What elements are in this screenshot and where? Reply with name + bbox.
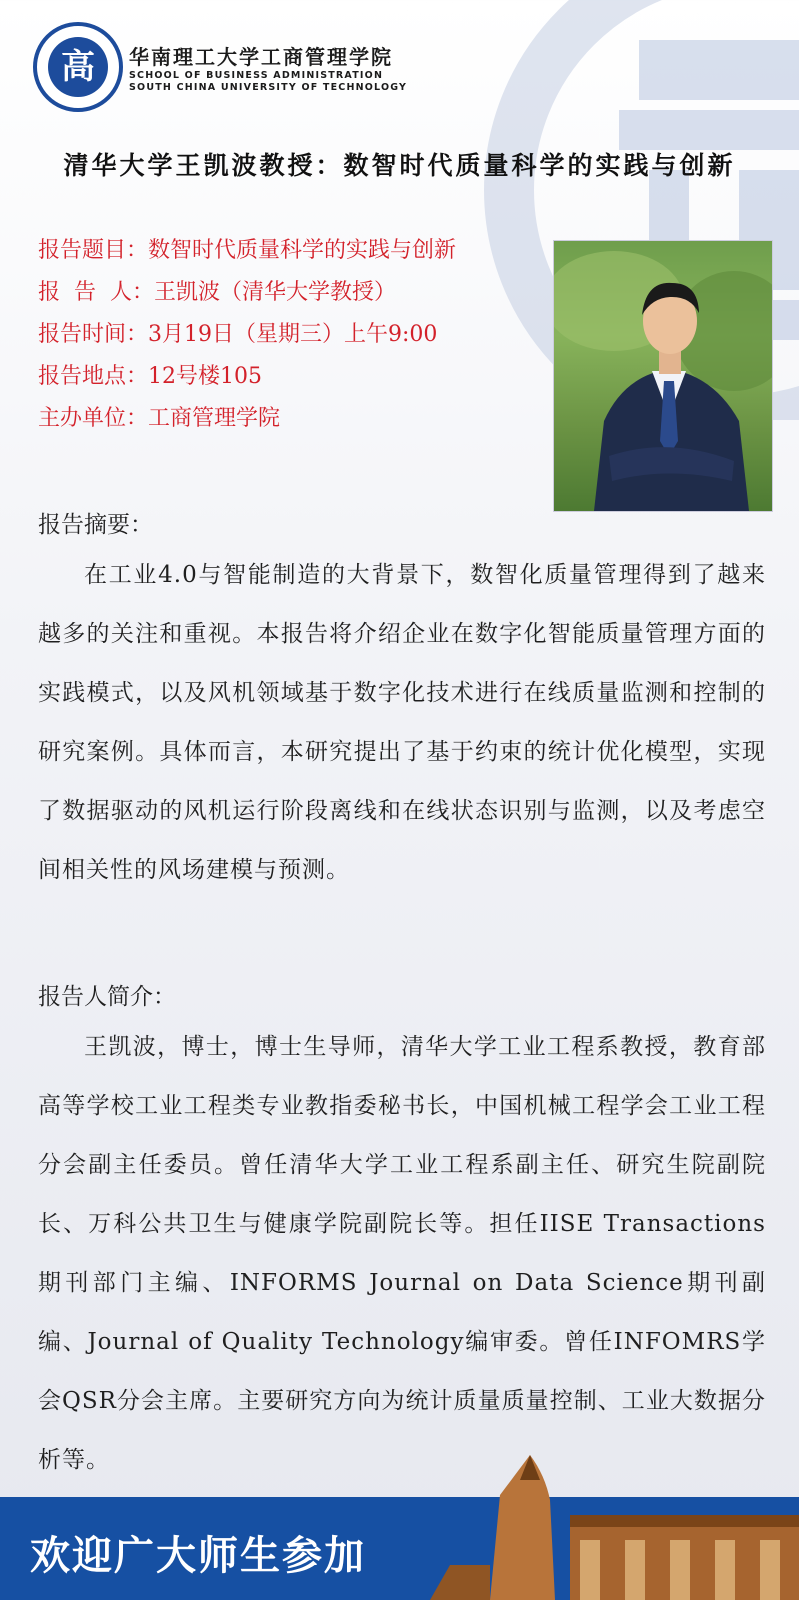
info-label: 报 告 人：	[38, 280, 154, 305]
event-info	[38, 230, 456, 440]
bio-heading: 报告人简介：	[38, 984, 176, 1010]
info-label: 报告题目：	[38, 238, 149, 263]
info-value: 12号楼105	[148, 364, 263, 389]
info-row-speaker	[38, 272, 456, 314]
info-value: 数智时代质量科学的实践与创新	[148, 238, 457, 263]
logo-chinese-name: 华南理工大学工商管理学院	[129, 44, 393, 69]
logo-english-line-2: SOUTH CHINA UNIVERSITY OF TECHNOLOGY	[129, 81, 408, 93]
pavilion-decoration	[430, 1455, 799, 1600]
info-value: 王凯波（清华大学教授）	[153, 280, 396, 305]
info-label: 报告地点：	[38, 364, 149, 389]
info-value: 工商管理学院	[148, 406, 281, 431]
bio-text: 王凯波，博士，博士生导师，清华大学工业工程系教授，教育部高等学校工业工程类专业教指委秘书长，中国机械工程学会工业工程分会副主任委员。曾任清华大学工业工程系副主任、研究生院副院长、万科公共卫生与健康学院副院长等。担任IISE Transactions期刊部门主编、INFORMS Journal on Data Science期刊副编、Journal of Quality Technology编审委。曾任INFOMRS学会QSR分会主席。主要研究方向为统计质量质量控制、工业大数据分析等。	[38, 1034, 766, 1473]
info-row-location	[38, 356, 456, 398]
info-row-organizer	[38, 398, 456, 440]
info-row-time	[38, 314, 456, 356]
speaker-photo	[553, 240, 773, 512]
logo-english-line-1: SCHOOL OF BUSINESS ADMINISTRATION	[129, 69, 384, 81]
welcome-text: 欢迎广大师生参加	[30, 1533, 366, 1579]
info-label: 报告时间：	[38, 322, 149, 347]
abstract-heading: 报告摘要：	[38, 512, 153, 538]
page-title: 清华大学王凯波教授：数智时代质量科学的实践与创新	[63, 151, 736, 180]
info-value: 3月19日（星期三）上午9:00	[148, 322, 438, 347]
info-label: 主办单位：	[38, 406, 149, 431]
school-logo	[33, 22, 407, 112]
abstract-text: 在工业4.0与智能制造的大背景下，数智化质量管理得到了越来越多的关注和重视。本报告将介绍企业在数字化智能质量管理方面的实践模式，以及风机领域基于数字化技术进行在线质量监测和控制的研究案例。具体而言，本研究提出了基于约束的统计优化模型，实现了数据驱动的风机运行阶段离线和在线状态识别与监测，以及考虑空间相关性的风场建模与预测。	[38, 562, 766, 883]
info-row-topic	[38, 230, 456, 272]
university-seal-icon: 高	[33, 22, 123, 112]
